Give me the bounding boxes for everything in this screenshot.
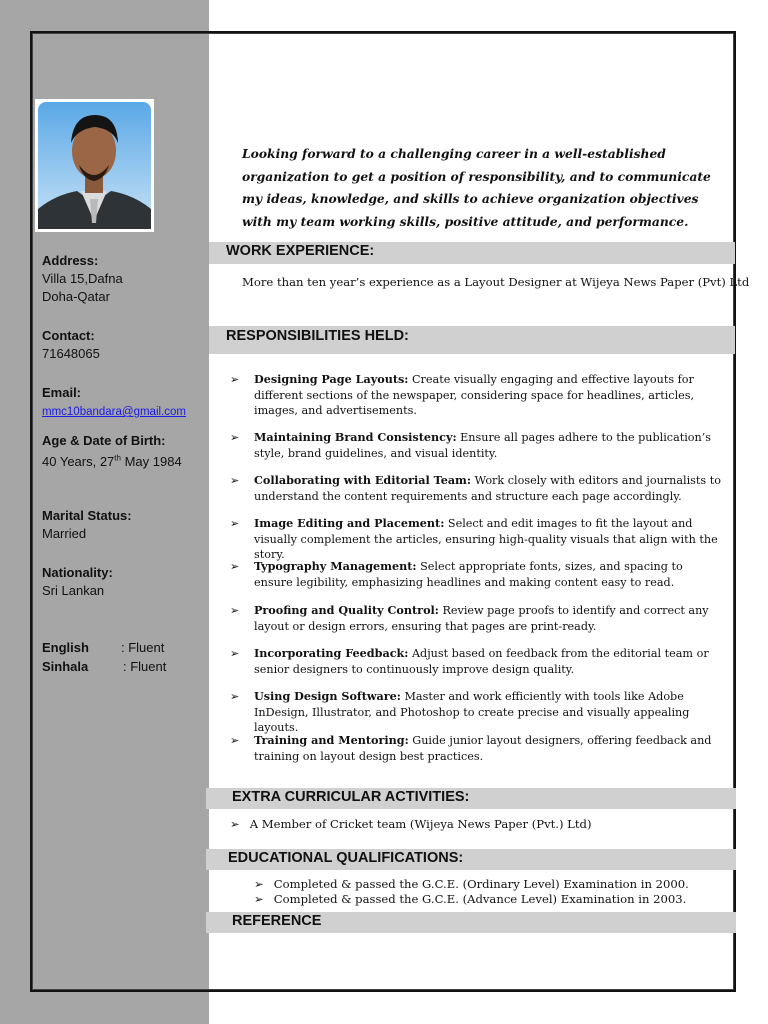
address-line2: Doha-Qatar [42,289,110,304]
language-level: : Fluent [123,659,167,674]
age-label: Age & Date of Birth: [42,433,166,448]
nationality-label: Nationality: [42,565,113,580]
email-block [42,384,186,421]
list-item: ➢ Completed & passed the G.C.E. (Advance Level) Examination in 2003. [254,892,687,906]
list-item: ➢ Collaborating with Editorial Team: Work closely with editors and journalists to understand the content requirements and structure each page accordingly. [230,473,721,503]
list-item: ➢ Proofing and Quality Control: Review page proofs to identify and correct any layout or design errors, ensuring that pages are print-ready. [230,603,709,633]
contact-label: Contact: [42,328,95,343]
nationality-block [42,564,113,600]
list-item: ➢ Incorporating Feedback: Adjust based on feedback from the editorial team or senior designers to continuously improve design quality. [230,646,709,676]
address-line1: Villa 15,Dafna [42,271,123,286]
contact-block [42,327,100,363]
career-objective: Looking forward to a challenging career in a well-established organization to get a position of responsibility, and to communicate my ideas, knowledge, and skills to achieve organization objectives with my team working skills, positive attitude, and performance. [242,146,711,229]
profile-photo [35,99,154,232]
email-label: Email: [42,385,82,400]
arrow-bullet-icon: ➢ [230,647,240,660]
email-link[interactable]: mmc10bandara@gmail.com [42,406,186,418]
arrow-bullet-icon: ➢ [230,604,240,617]
arrow-bullet-icon: ➢ [230,431,240,444]
arrow-bullet-icon: ➢ [230,373,240,386]
nationality-value: Sri Lankan [42,583,105,598]
arrow-bullet-icon: ➢ [230,517,240,530]
address-block [42,252,123,306]
reference-heading: REFERENCE [206,912,736,933]
list-item: ➢ Using Design Software: Master and work efficiently with tools like Adobe InDesign, Illustrator, and Photoshop to create precise and visually appealing layouts. [230,689,690,734]
marital-value: Married [42,526,87,541]
marital-block [42,507,132,543]
language-name: English [42,640,89,655]
list-item: ➢ Image Editing and Placement: Select and edit images to fit the layout and visually complement the articles, ensuring high-quality visuals that align with the story. [230,516,718,561]
list-item: ➢ Maintaining Brand Consistency: Ensure all pages adhere to the publication’s style, brand guidelines, and visual identity. [230,430,712,460]
list-item: ➢ Training and Mentoring: Guide junior layout designers, offering feedback and training on layout design best practices. [230,733,712,763]
marital-label: Marital Status: [42,508,132,523]
list-item: ➢ Designing Page Layouts: Create visually engaging and effective layouts for different sections of the newspaper, considering space for headlines, articles, images, and advertisements. [230,372,695,417]
arrow-bullet-icon: ➢ [230,560,240,573]
age-block [42,432,182,471]
responsibilities-heading: RESPONSIBILITIES HELD: [209,326,735,354]
language-name: Sinhala [42,659,89,674]
arrow-bullet-icon: ➢ [230,690,240,703]
arrow-bullet-icon: ➢ [254,877,264,891]
work-experience-text: More than ten year’s experience as a Layout Designer at Wijeya News Paper (Pvt) Ltd [242,275,750,289]
address-label: Address: [42,253,99,268]
list-item: ➢ Completed & passed the G.C.E. (Ordinary Level) Examination in 2000. [254,877,689,891]
extra-curricular-heading: EXTRA CURRICULAR ACTIVITIES: [206,788,736,809]
age-value: 40 Years, 27th May 1984 [42,454,182,470]
arrow-bullet-icon: ➢ [230,474,240,487]
arrow-bullet-icon: ➢ [254,892,264,906]
education-heading: EDUCATIONAL QUALIFICATIONS: [206,849,736,870]
work-experience-heading: WORK EXPERIENCE: [209,242,735,264]
list-item: ➢ A Member of Cricket team (Wijeya News Paper (Pvt.) Ltd) [230,817,592,831]
contact-value: 71648065 [42,346,100,361]
arrow-bullet-icon: ➢ [230,817,240,831]
arrow-bullet-icon: ➢ [230,734,240,747]
language-level: : Fluent [121,640,165,655]
list-item: ➢ Typography Management: Select appropriate fonts, sizes, and spacing to ensure legibility, emphasizing headlines and making content easy to read. [230,559,683,589]
